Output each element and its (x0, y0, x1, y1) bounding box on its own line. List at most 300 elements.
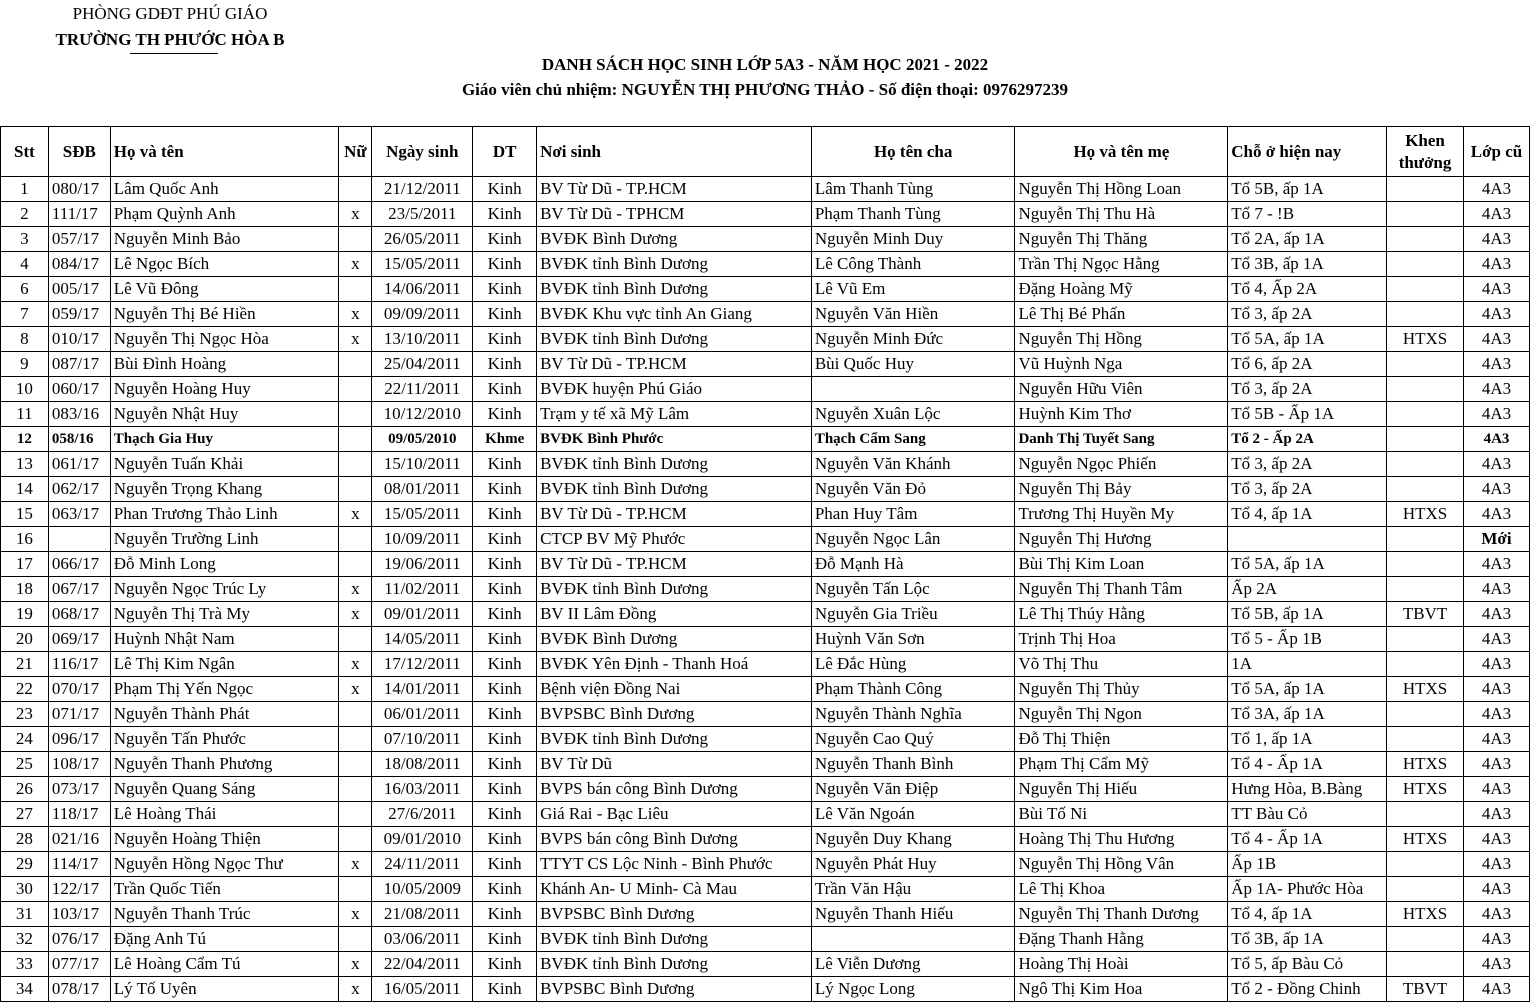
cell-sdb: 103/17 (48, 902, 110, 927)
cell-stt: 26 (1, 777, 49, 802)
cell-name: Nguyễn Thành Phát (110, 702, 339, 727)
cell-old-class: 4A3 (1463, 552, 1529, 577)
cell-address: Tổ 4 - Ấp 1A (1228, 827, 1387, 852)
cell-dob: 14/01/2011 (372, 677, 473, 702)
cell-name: Trần Quốc Tiến (110, 877, 339, 902)
cell-dob: 15/10/2011 (372, 452, 473, 477)
cell-sdb (48, 527, 110, 552)
cell-dob: 15/05/2011 (372, 252, 473, 277)
cell-sdb: 057/17 (48, 227, 110, 252)
table-header-row (1, 127, 1530, 177)
cell-birthplace: BVPSBC Bình Dương (537, 702, 812, 727)
cell-mother: Nguyễn Thị Thanh Dương (1015, 902, 1228, 927)
cell-dob: 19/06/2011 (372, 552, 473, 577)
cell-sdb: 005/17 (48, 277, 110, 302)
cell-mother: Trương Thị Huyền My (1015, 502, 1228, 527)
cell-father: Nguyễn Văn Điệp (811, 777, 1015, 802)
cell-name: Nguyễn Tấn Phước (110, 727, 339, 752)
cell-name: Nguyễn Hồng Ngọc Thư (110, 852, 339, 877)
cell-name: Phạm Thị Yến Ngọc (110, 677, 339, 702)
document-title: DANH SÁCH HỌC SINH LỚP 5A3 - NĂM HỌC 2021 - 2022 (541, 55, 989, 74)
cell-address: Tổ 6, ấp 2A (1228, 352, 1387, 377)
cell-stt: 30 (1, 877, 49, 902)
cell-female (339, 927, 372, 952)
cell-dob: 14/06/2011 (372, 277, 473, 302)
cell-stt: 19 (1, 602, 49, 627)
cell-old-class: 4A3 (1463, 802, 1529, 827)
cell-father: Nguyễn Cao Quý (811, 727, 1015, 752)
cell-address: Tổ 4, Ấp 2A (1228, 277, 1387, 302)
cell-ethnicity: Kinh (473, 952, 537, 977)
cell-mother: Lê Thị Thúy Hằng (1015, 602, 1228, 627)
cell-award (1387, 452, 1464, 477)
cell-stt: 32 (1, 927, 49, 952)
cell-dob: 13/10/2011 (372, 327, 473, 352)
table-row (1, 727, 1530, 752)
cell-mother: Đỗ Thị Thiện (1015, 727, 1228, 752)
cell-female: x (339, 852, 372, 877)
cell-father: Lê Đắc Hùng (811, 652, 1015, 677)
cell-stt: 6 (1, 277, 49, 302)
cell-dob: 16/03/2011 (372, 777, 473, 802)
cell-dob: 07/10/2011 (372, 727, 473, 752)
cell-sdb: 122/17 (48, 877, 110, 902)
cell-old-class: 4A3 (1463, 677, 1529, 702)
cell-father: Lê Viễn Dương (811, 952, 1015, 977)
cell-ethnicity: Kinh (473, 227, 537, 252)
cell-birthplace: BVĐK tỉnh Bình Dương (537, 577, 812, 602)
cell-old-class: 4A3 (1463, 652, 1529, 677)
cell-award (1387, 402, 1464, 427)
cell-old-class: 4A3 (1463, 427, 1529, 452)
cell-award: HTXS (1387, 827, 1464, 852)
cell-award (1387, 952, 1464, 977)
cell-birthplace: BVĐK tỉnh Bình Dương (537, 452, 812, 477)
cell-old-class: 4A3 (1463, 352, 1529, 377)
department-name: PHÒNG GDĐT PHÚ GIÁO (72, 4, 268, 23)
col-sdb: SĐB (48, 127, 110, 177)
cell-father: Nguyễn Thanh Hiếu (811, 902, 1015, 927)
cell-mother: Lê Thị Bé Phấn (1015, 302, 1228, 327)
cell-dob: 09/01/2011 (372, 602, 473, 627)
cell-award (1387, 252, 1464, 277)
cell-sdb: 070/17 (48, 677, 110, 702)
cell-address: Tổ 3A, ấp 1A (1228, 702, 1387, 727)
cell-old-class: 4A3 (1463, 502, 1529, 527)
cell-ethnicity: Kinh (473, 352, 537, 377)
cell-old-class: 4A3 (1463, 327, 1529, 352)
cell-old-class: 4A3 (1463, 452, 1529, 477)
cell-mother: Trịnh Thị Hoa (1015, 627, 1228, 652)
cell-birthplace: BV Từ Dũ (537, 752, 812, 777)
cell-stt: 1 (1, 177, 49, 202)
cell-birthplace: BVĐK tỉnh Bình Dương (537, 727, 812, 752)
cell-ethnicity: Kinh (473, 502, 537, 527)
cell-mother: Bùi Tố Ni (1015, 802, 1228, 827)
cell-father: Phạm Thành Công (811, 677, 1015, 702)
cell-father: Nguyễn Duy Khang (811, 827, 1015, 852)
cell-female (339, 827, 372, 852)
cell-address: Tổ 3, ấp 2A (1228, 302, 1387, 327)
table-body (1, 177, 1530, 1002)
cell-address: Tổ 5B - Ấp 1A (1228, 402, 1387, 427)
col-address: Chỗ ở hiện nay (1228, 127, 1387, 177)
cell-address: Ấp 2A (1228, 577, 1387, 602)
cell-ethnicity: Kinh (473, 677, 537, 702)
table-row (1, 352, 1530, 377)
cell-award (1387, 177, 1464, 202)
cell-address: Tổ 1, ấp 1A (1228, 727, 1387, 752)
col-ethnicity: DT (473, 127, 537, 177)
cell-birthplace: Giá Rai - Bạc Liêu (537, 802, 812, 827)
cell-old-class: 4A3 (1463, 752, 1529, 777)
cell-female: x (339, 952, 372, 977)
cell-mother: Hoàng Thị Thu Hương (1015, 827, 1228, 852)
cell-ethnicity: Kinh (473, 827, 537, 852)
cell-stt: 34 (1, 977, 49, 1002)
cell-old-class: 4A3 (1463, 177, 1529, 202)
cell-stt: 27 (1, 802, 49, 827)
school-name: TRƯỜNG TH PHƯỚC HÒA B (55, 30, 285, 49)
cell-award: HTXS (1387, 752, 1464, 777)
cell-female: x (339, 902, 372, 927)
col-birthplace: Nơi sinh (537, 127, 812, 177)
cell-dob: 17/12/2011 (372, 652, 473, 677)
cell-sdb: 083/16 (48, 402, 110, 427)
cell-female (339, 527, 372, 552)
cell-stt: 15 (1, 502, 49, 527)
cell-name: Nguyễn Thị Trà My (110, 602, 339, 627)
cell-old-class: 4A3 (1463, 227, 1529, 252)
cell-ethnicity: Kinh (473, 927, 537, 952)
cell-address: Tổ 5A, ấp 1A (1228, 552, 1387, 577)
cell-award (1387, 477, 1464, 502)
cell-sdb: 060/17 (48, 377, 110, 402)
cell-female (339, 552, 372, 577)
cell-dob: 22/04/2011 (372, 952, 473, 977)
cell-address: Tổ 3, ấp 2A (1228, 452, 1387, 477)
table-row (1, 952, 1530, 977)
cell-female (339, 702, 372, 727)
cell-old-class: 4A3 (1463, 202, 1529, 227)
cell-ethnicity: Kinh (473, 577, 537, 602)
cell-birthplace: BVPSBC Bình Dương (537, 977, 812, 1002)
cell-female: x (339, 677, 372, 702)
cell-old-class: 4A3 (1463, 477, 1529, 502)
cell-father: Phạm Thanh Tùng (811, 202, 1015, 227)
cell-dob: 09/01/2010 (372, 827, 473, 852)
cell-award: TBVT (1387, 977, 1464, 1002)
cell-name: Nguyễn Tuấn Khải (110, 452, 339, 477)
cell-address: TT Bàu Cỏ (1228, 802, 1387, 827)
cell-birthplace: Khánh An- U Minh- Cà Mau (537, 877, 812, 902)
cell-old-class: 4A3 (1463, 727, 1529, 752)
cell-stt: 13 (1, 452, 49, 477)
cell-ethnicity: Kinh (473, 852, 537, 877)
cell-name: Lê Ngọc Bích (110, 252, 339, 277)
cell-ethnicity: Kinh (473, 802, 537, 827)
table-row (1, 902, 1530, 927)
cell-stt: 4 (1, 252, 49, 277)
cell-ethnicity: Kinh (473, 702, 537, 727)
cell-award: HTXS (1387, 902, 1464, 927)
cell-birthplace: Trạm y tế xã Mỹ Lâm (537, 402, 812, 427)
cell-address: Tổ 3B, ấp 1A (1228, 927, 1387, 952)
cell-dob: 24/11/2011 (372, 852, 473, 877)
cell-dob: 21/12/2011 (372, 177, 473, 202)
table-row (1, 527, 1530, 552)
cell-address (1228, 527, 1387, 552)
cell-father: Phan Huy Tâm (811, 502, 1015, 527)
cell-mother: Ngô Thị Kim Hoa (1015, 977, 1228, 1002)
cell-award (1387, 652, 1464, 677)
cell-ethnicity: Kinh (473, 877, 537, 902)
cell-father: Trần Văn Hậu (811, 877, 1015, 902)
cell-female (339, 727, 372, 752)
cell-sdb: 068/17 (48, 602, 110, 627)
table-row (1, 627, 1530, 652)
col-stt: Stt (1, 127, 49, 177)
cell-father: Lê Vũ Em (811, 277, 1015, 302)
table-row (1, 877, 1530, 902)
cell-old-class: 4A3 (1463, 252, 1529, 277)
cell-stt: 2 (1, 202, 49, 227)
col-father: Họ tên cha (811, 127, 1015, 177)
cell-birthplace: BVĐK tỉnh Bình Dương (537, 952, 812, 977)
cell-sdb: 067/17 (48, 577, 110, 602)
cell-mother: Đặng Hoàng Mỹ (1015, 277, 1228, 302)
cell-stt: 24 (1, 727, 49, 752)
cell-ethnicity: Kinh (473, 902, 537, 927)
cell-birthplace: BVĐK Khu vực tỉnh An Giang (537, 302, 812, 327)
cell-dob: 11/02/2011 (372, 577, 473, 602)
cell-ethnicity: Kinh (473, 377, 537, 402)
cell-father: Nguyễn Ngọc Lân (811, 527, 1015, 552)
table-row (1, 452, 1530, 477)
cell-stt: 23 (1, 702, 49, 727)
cell-name: Đỗ Minh Long (110, 552, 339, 577)
cell-old-class: Mới (1463, 527, 1529, 552)
cell-award (1387, 877, 1464, 902)
cell-address: Tổ 7 - !B (1228, 202, 1387, 227)
cell-sdb: 111/17 (48, 202, 110, 227)
cell-old-class: 4A3 (1463, 277, 1529, 302)
cell-sdb: 062/17 (48, 477, 110, 502)
cell-father: Lâm Thanh Tùng (811, 177, 1015, 202)
cell-name: Nguyễn Thị Bé Hiền (110, 302, 339, 327)
cell-ethnicity: Khme (473, 427, 537, 452)
cell-stt: 12 (1, 427, 49, 452)
cell-stt: 8 (1, 327, 49, 352)
cell-name: Đặng Anh Tú (110, 927, 339, 952)
table-row (1, 752, 1530, 777)
cell-name: Nguyễn Hoàng Thiện (110, 827, 339, 852)
cell-stt: 31 (1, 902, 49, 927)
cell-name: Lê Thị Kim Ngân (110, 652, 339, 677)
table-row (1, 602, 1530, 627)
cell-name: Lê Vũ Đông (110, 277, 339, 302)
cell-stt: 17 (1, 552, 49, 577)
cell-sdb: 078/17 (48, 977, 110, 1002)
cell-award (1387, 352, 1464, 377)
cell-ethnicity: Kinh (473, 277, 537, 302)
table-row (1, 502, 1530, 527)
cell-sdb: 010/17 (48, 327, 110, 352)
cell-mother: Nguyễn Thị Hiếu (1015, 777, 1228, 802)
cell-female (339, 227, 372, 252)
cell-father: Nguyễn Thành Nghĩa (811, 702, 1015, 727)
table-row (1, 477, 1530, 502)
cell-birthplace: BV Từ Dũ - TP.HCM (537, 502, 812, 527)
cell-birthplace: BV Từ Dũ - TP.HCM (537, 352, 812, 377)
cell-old-class: 4A3 (1463, 577, 1529, 602)
cell-father: Thạch Cẩm Sang (811, 427, 1015, 452)
table-row (1, 377, 1530, 402)
table-row (1, 827, 1530, 852)
cell-dob: 26/05/2011 (372, 227, 473, 252)
cell-stt: 7 (1, 302, 49, 327)
cell-birthplace: BVĐK tỉnh Bình Dương (537, 327, 812, 352)
cell-father: Nguyễn Thanh Bình (811, 752, 1015, 777)
cell-mother: Nguyễn Thị Thủy (1015, 677, 1228, 702)
cell-old-class: 4A3 (1463, 827, 1529, 852)
cell-name: Nguyễn Trọng Khang (110, 477, 339, 502)
cell-old-class: 4A3 (1463, 602, 1529, 627)
cell-sdb: 114/17 (48, 852, 110, 877)
cell-sdb: 058/16 (48, 427, 110, 452)
cell-birthplace: Bệnh viện Đồng Nai (537, 677, 812, 702)
cell-sdb: 116/17 (48, 652, 110, 677)
cell-address: Tổ 2 - Đồng Chinh (1228, 977, 1387, 1002)
cell-father: Huỳnh Văn Sơn (811, 627, 1015, 652)
cell-award (1387, 377, 1464, 402)
cell-name: Thạch Gia Huy (110, 427, 339, 452)
cell-award (1387, 277, 1464, 302)
cell-award (1387, 202, 1464, 227)
cell-female: x (339, 977, 372, 1002)
cell-birthplace: TTYT CS Lộc Ninh - Bình Phước (537, 852, 812, 877)
cell-address: Tổ 2 - Ấp 2A (1228, 427, 1387, 452)
table-row (1, 552, 1530, 577)
cell-award: HTXS (1387, 777, 1464, 802)
cell-female: x (339, 302, 372, 327)
table-row (1, 202, 1530, 227)
cell-old-class: 4A3 (1463, 302, 1529, 327)
cell-dob: 09/09/2011 (372, 302, 473, 327)
cell-father (811, 377, 1015, 402)
cell-name: Nguyễn Trường Linh (110, 527, 339, 552)
cell-sdb: 084/17 (48, 252, 110, 277)
cell-old-class: 4A3 (1463, 852, 1529, 877)
cell-mother: Võ Thị Thu (1015, 652, 1228, 677)
cell-name: Nguyễn Minh Bảo (110, 227, 339, 252)
cell-stt: 20 (1, 627, 49, 652)
cell-sdb: 059/17 (48, 302, 110, 327)
cell-award (1387, 527, 1464, 552)
cell-birthplace: BVĐK tỉnh Bình Dương (537, 252, 812, 277)
cell-father: Bùi Quốc Huy (811, 352, 1015, 377)
col-female: Nữ (339, 127, 372, 177)
cell-sdb: 071/17 (48, 702, 110, 727)
cell-ethnicity: Kinh (473, 252, 537, 277)
cell-stt: 33 (1, 952, 49, 977)
cell-mother: Phạm Thị Cẩm Mỹ (1015, 752, 1228, 777)
cell-address: Tổ 3, ấp 2A (1228, 477, 1387, 502)
school-name-underline (130, 53, 218, 54)
cell-birthplace: BVPSBC Bình Dương (537, 902, 812, 927)
cell-name: Lý Tố Uyên (110, 977, 339, 1002)
cell-sdb: 066/17 (48, 552, 110, 577)
cell-address: Tổ 3B, ấp 1A (1228, 252, 1387, 277)
cell-old-class: 4A3 (1463, 627, 1529, 652)
cell-award (1387, 227, 1464, 252)
cell-birthplace: BVĐK Bình Phước (537, 427, 812, 452)
cell-mother: Nguyễn Thị Hồng Vân (1015, 852, 1228, 877)
cell-birthplace: BVĐK Bình Dương (537, 627, 812, 652)
cell-old-class: 4A3 (1463, 702, 1529, 727)
table-row (1, 977, 1530, 1002)
cell-ethnicity: Kinh (473, 552, 537, 577)
cell-female (339, 752, 372, 777)
cell-old-class: 4A3 (1463, 402, 1529, 427)
cell-name: Huỳnh Nhật Nam (110, 627, 339, 652)
cell-address: Tổ 5 - Ấp 1B (1228, 627, 1387, 652)
cell-sdb: 063/17 (48, 502, 110, 527)
cell-old-class: 4A3 (1463, 977, 1529, 1002)
table-row (1, 177, 1530, 202)
cell-ethnicity: Kinh (473, 402, 537, 427)
cell-award (1387, 702, 1464, 727)
cell-dob: 15/05/2011 (372, 502, 473, 527)
cell-name: Lâm Quốc Anh (110, 177, 339, 202)
cell-father: Lê Văn Ngoán (811, 802, 1015, 827)
cell-mother: Huỳnh Kim Thơ (1015, 402, 1228, 427)
cell-birthplace: BVĐK Yên Định - Thanh Hoá (537, 652, 812, 677)
cell-ethnicity: Kinh (473, 627, 537, 652)
cell-name: Nguyễn Nhật Huy (110, 402, 339, 427)
cell-father: Nguyễn Văn Đỏ (811, 477, 1015, 502)
cell-name: Lê Hoàng Cẩm Tú (110, 952, 339, 977)
cell-dob: 14/05/2011 (372, 627, 473, 652)
cell-birthplace: BVĐK tỉnh Bình Dương (537, 277, 812, 302)
cell-ethnicity: Kinh (473, 652, 537, 677)
cell-female: x (339, 602, 372, 627)
cell-award: HTXS (1387, 502, 1464, 527)
cell-female: x (339, 327, 372, 352)
cell-stt: 28 (1, 827, 49, 852)
cell-ethnicity: Kinh (473, 202, 537, 227)
cell-female: x (339, 652, 372, 677)
cell-female (339, 427, 372, 452)
cell-name: Lê Hoàng Thái (110, 802, 339, 827)
cell-birthplace: BVĐK tỉnh Bình Dương (537, 927, 812, 952)
cell-ethnicity: Kinh (473, 477, 537, 502)
cell-dob: 21/08/2011 (372, 902, 473, 927)
cell-female (339, 777, 372, 802)
cell-award (1387, 727, 1464, 752)
cell-stt: 18 (1, 577, 49, 602)
cell-ethnicity: Kinh (473, 777, 537, 802)
cell-birthplace: CTCP BV Mỹ Phước (537, 527, 812, 552)
cell-dob: 27/6/2011 (372, 802, 473, 827)
cell-award (1387, 552, 1464, 577)
table-row (1, 277, 1530, 302)
cell-award (1387, 427, 1464, 452)
cell-sdb: 073/17 (48, 777, 110, 802)
cell-award (1387, 302, 1464, 327)
cell-female: x (339, 502, 372, 527)
table-row (1, 302, 1530, 327)
